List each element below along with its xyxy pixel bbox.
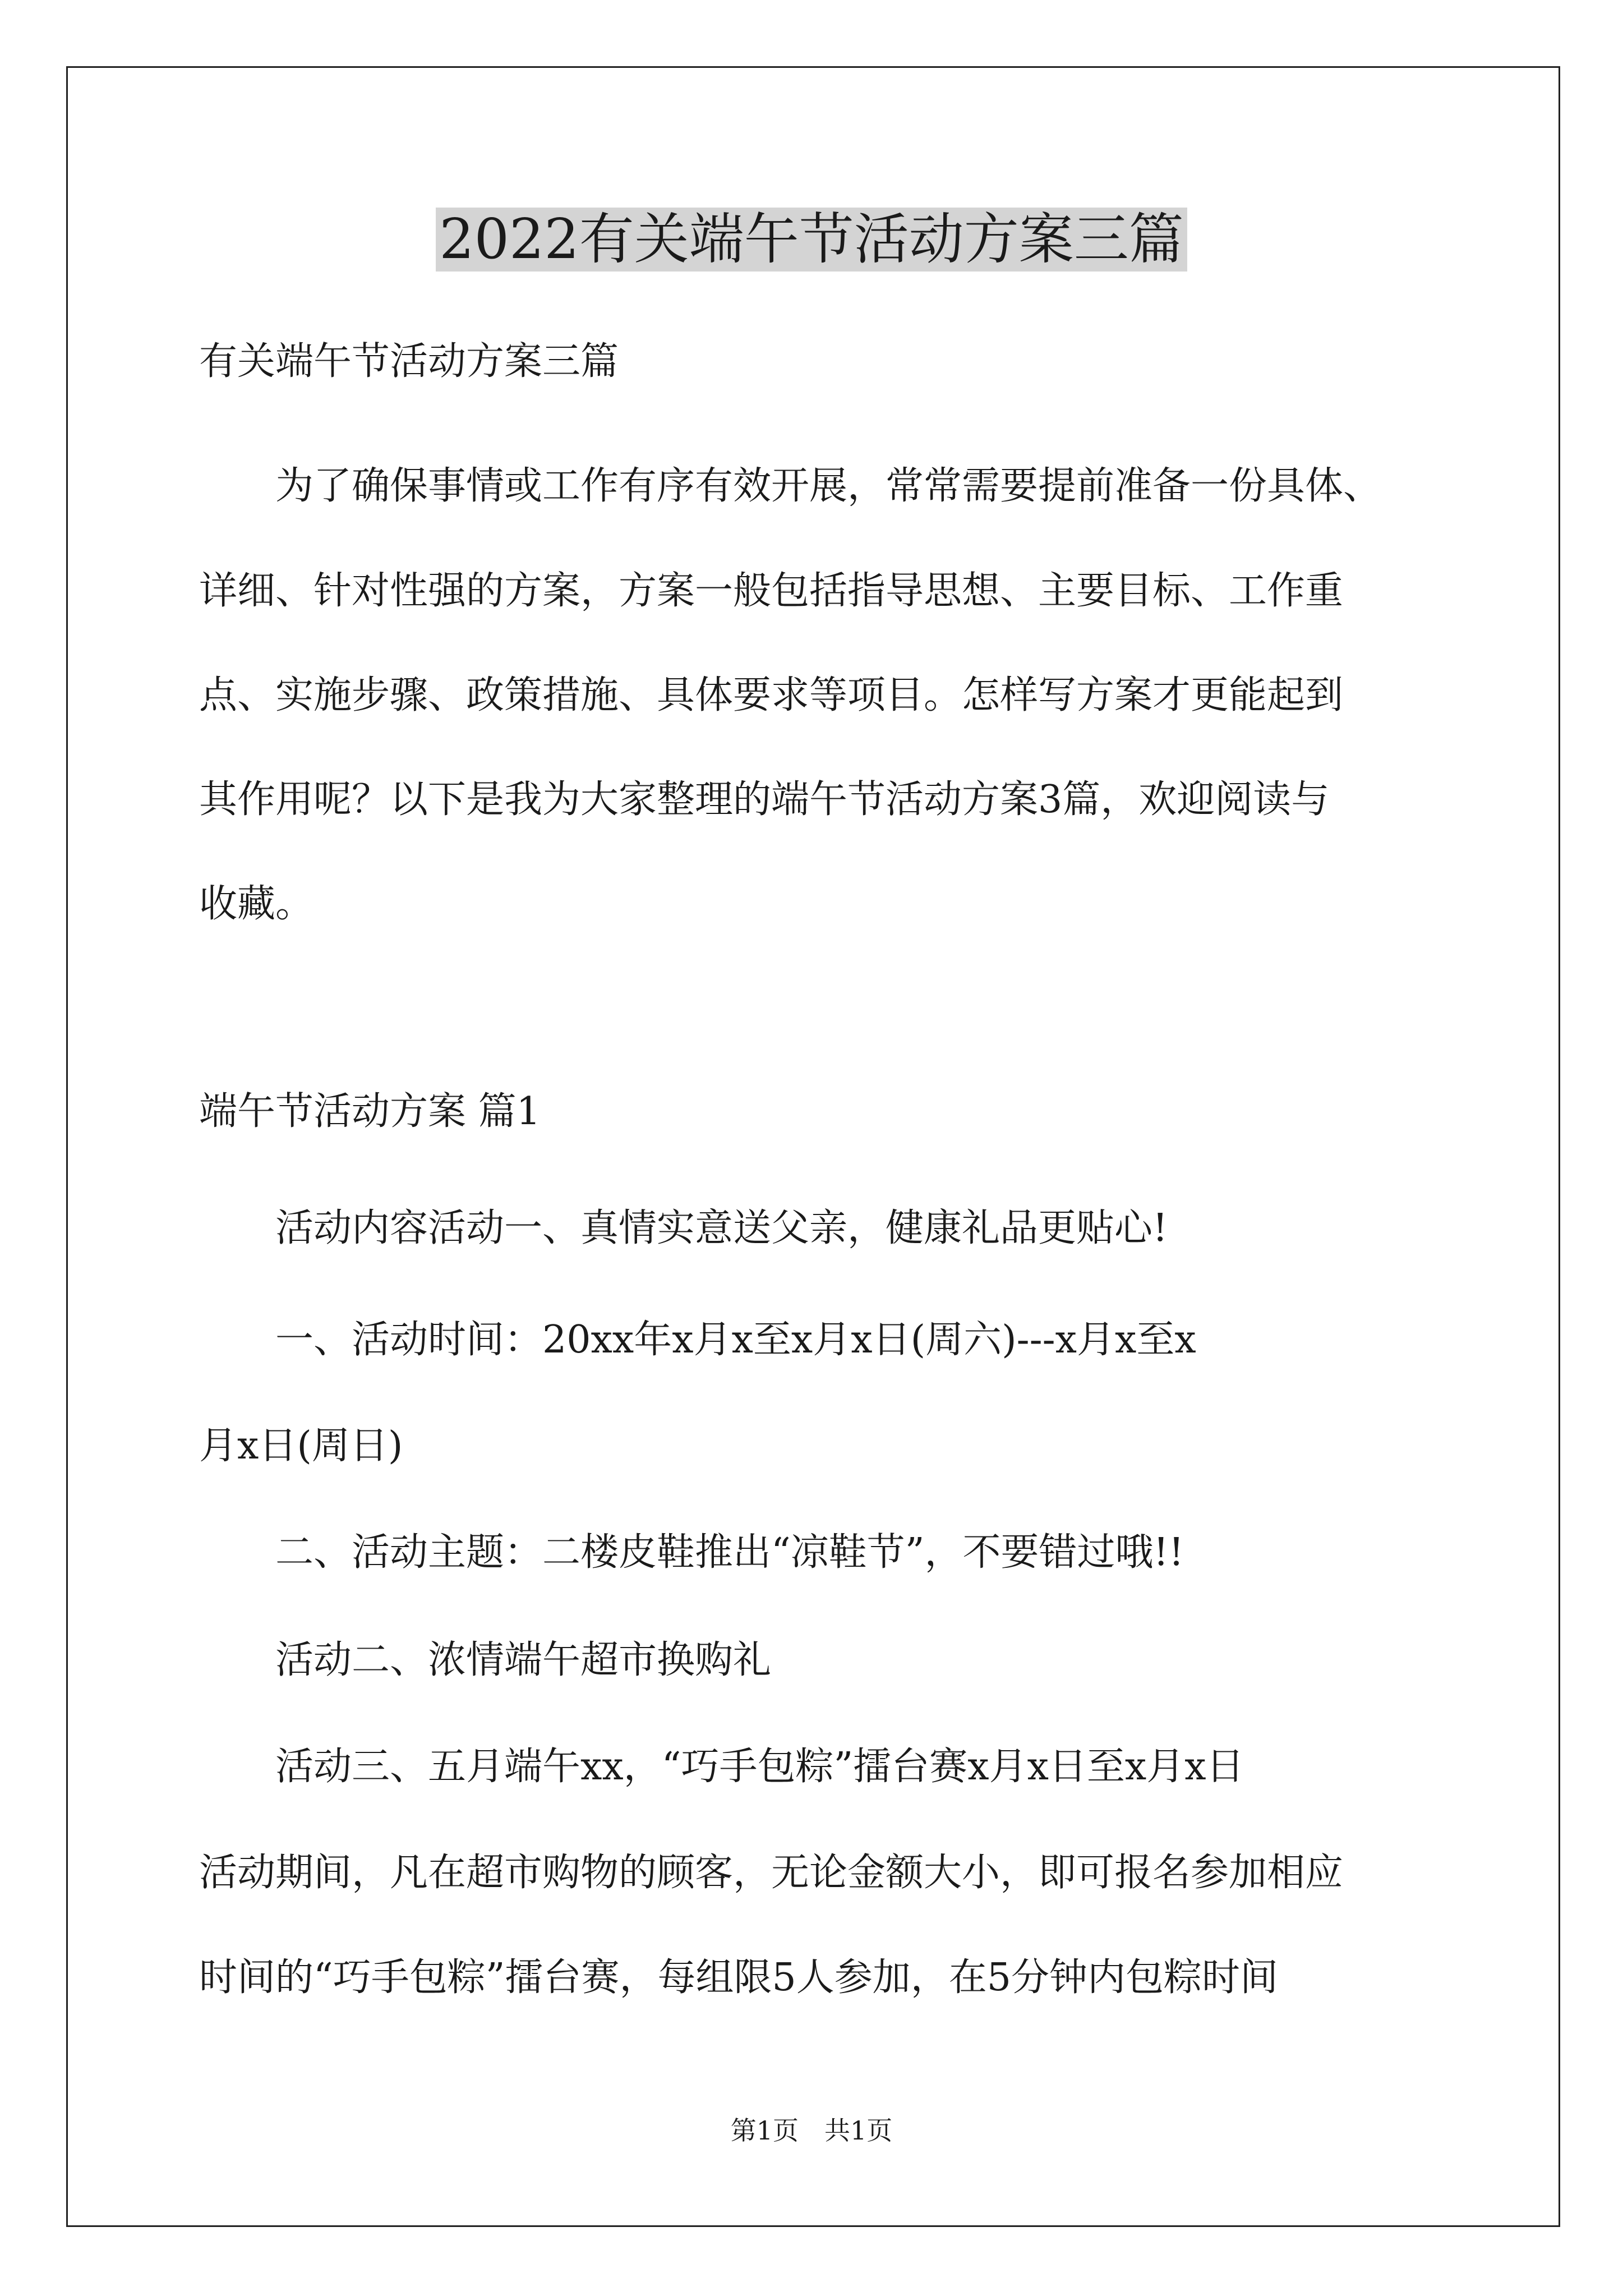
- paragraph-line: 活动二、浓情端午超市换购礼: [199, 1638, 772, 1682]
- paragraph-line: 收藏。: [199, 882, 314, 926]
- paragraph-line: 活动三、五月端午xx，“巧手包粽”擂台赛x月x日至x月x日: [199, 1745, 1244, 1789]
- paragraph-line: 活动内容活动一、真情实意送父亲，健康礼品更贴心!: [199, 1206, 1168, 1250]
- paragraph-line: 为了确保事情或工作有序有效开展，常常需要提前准备一份具体、: [199, 464, 1382, 508]
- paragraph-line: 活动期间，凡在超市购物的顾客，无论金额大小，即可报名参加相应: [199, 1851, 1344, 1895]
- page-border: [66, 66, 1560, 2227]
- paragraph-line: 一、活动时间：20xx年x月x至x月x日(周六)---x月x至x: [199, 1318, 1196, 1362]
- document-title: [0, 197, 1623, 282]
- paragraph-line: 月x日(周日): [199, 1424, 403, 1468]
- paragraph-line-subtitle: 有关端午节活动方案三篇: [199, 339, 619, 384]
- page-footer: 第1页 共1页: [730, 2115, 893, 2146]
- paragraph-line: 二、活动主题：二楼皮鞋推出“凉鞋节”，不要错过哦!!: [199, 1530, 1184, 1575]
- paragraph-line: 详细、针对性强的方案，方案一般包括指导思想、主要目标、工作重: [199, 569, 1344, 613]
- paragraph-line: 其作用呢？以下是我为大家整理的端午节活动方案3篇，欢迎阅读与: [199, 777, 1330, 822]
- document-title-text: 2022有关端午节活动方案三篇: [436, 208, 1187, 272]
- section-heading: 端午节活动方案 篇1: [199, 1089, 541, 1134]
- paragraph-line: 时间的“巧手包粽”擂台赛，每组限5人参加，在5分钟内包粽时间: [199, 1955, 1279, 2000]
- paragraph-line: 点、实施步骤、政策措施、具体要求等项目。怎样写方案才更能起到: [199, 673, 1344, 717]
